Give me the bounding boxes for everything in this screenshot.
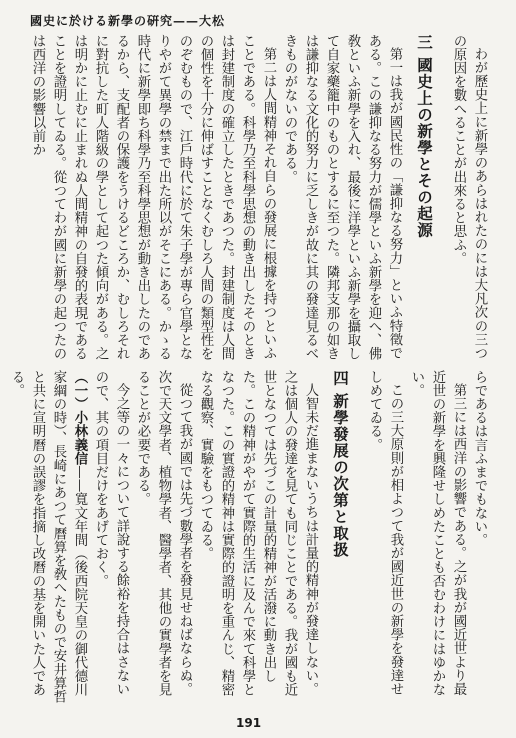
entry-paragraph [6, 370, 90, 706]
entry-dash: —— [72, 465, 87, 493]
section-title: 新學發展の次第と取扱 [331, 392, 349, 558]
section-heading [413, 34, 434, 362]
section-title: 國史上の新學とその起源 [415, 56, 433, 239]
paragraph: この三大原則が相よつて我が國近世の新學を發達せしめてゐる。 [367, 370, 403, 697]
paragraph: 人智未だ進まないうちは計量的精神が發達しない。之は個人の發達を見ても同じことである。我が國も近世となつては先づこの計量的精神が活潑に動き出した。この精神がやがて實際的生活に及んで來て科學となつた。この實證的精神は實際的證明を重んじ、精密なる觀察、實驗をもつてゐる。 [198, 370, 318, 697]
paragraph: らであるは言ふまでもない。 [472, 370, 487, 547]
upper-text-block [26, 34, 490, 362]
section-number: 四 [331, 370, 349, 387]
lower-text-block [9, 370, 490, 706]
section-number: 三 [415, 34, 433, 51]
running-head: 國史に於ける新學の硏究——大松 [30, 14, 226, 28]
paragraph: わが歷史上に新學のあらはれたのには大凡次の三つの原因を數へることが出來ると思ふ。 [451, 34, 487, 361]
paragraph: 第二は人間精神それ自らの發展に根據を持つといふことである。科學乃至科學思想の動き出したそのときは封建制度の確立したときであつた。封建制度は人間の個性を十分に伸ばすことなくむしろ人間の類型性をのぞむもので、江戶時代に於て朱子學が專ら官學となりやがて異學の禁まで出た所以がそこにある。かゝる時代に新學即ち科學乃至科學思想が動き出したのであるから、支配者の保護をうけるどころか、むしろそれに對抗した町人階級の學として起つた傾向がある。之は明かに止むに止まれぬ人間精神の自發的表現であることを證明してゐる。從つてわが國に新學の起つたのは西洋の影響以前か [30, 34, 276, 361]
paragraph: 從つて我が國では先づ數學者を發見せねばならぬ。次で天文學者、植物學者、醫學者、其他の實學者を見ることが必要である。 [135, 370, 192, 697]
page-number: 191 [236, 716, 262, 730]
section-heading [329, 370, 350, 706]
paragraph: 第三には西洋の影響である。之が我が國近世より最近世の新學を興隆せしめたことも否むわけにはゆかない。 [409, 370, 466, 697]
entry-text: 寬文年間（後西院天皇の御代德川家綱の時）、長崎にあつて曆算を敎へたもので安井算哲と共に宣明曆の誤謬を指摘し改曆の基を開いた人である。 [9, 370, 87, 704]
entry-label: （一）小林義信 [72, 370, 87, 466]
paragraph: 第一は我が國民性の「謙抑なる努力」といふ特徵である。この謙抑なる努力が儒學といふ新學を迎へ、佛敎といふ新學を入れ、最後に洋學といふ新學を攝取して自家藥籠中のものとするに至つた。隣邦支那の如きは謙抑なる文化的努力に乏しきが故に其の發達見るべきものがないのである。 [282, 34, 402, 361]
paragraph: 今之等の一々について詳說する餘裕を持合はさないので、其の項目だけをあげておく。 [93, 370, 129, 697]
